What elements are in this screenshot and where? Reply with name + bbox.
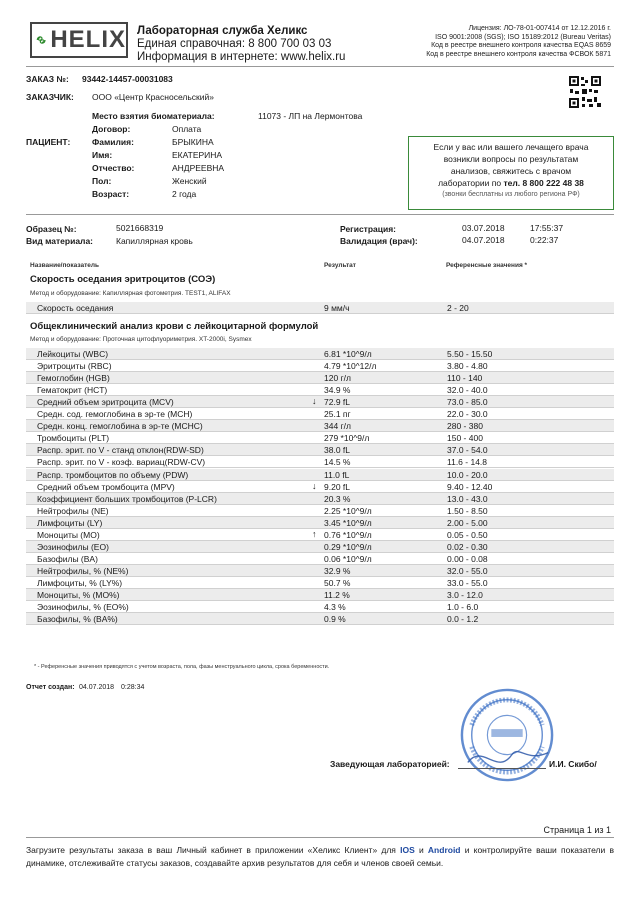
test-name: Гематокрит (HCT) xyxy=(37,385,108,396)
reference-footnote: * - Референсные значения приводятся с учетом возраста, пола, фазы менструального цикла, срока беременности. xyxy=(34,664,330,670)
test-value: 120 г/л xyxy=(324,373,351,384)
result-row xyxy=(26,493,614,505)
lab-web: Информация в интернете: www.helix.ru xyxy=(137,51,346,63)
test-name: Средн. конц. гемоглобина в эр-те (MCHC) xyxy=(37,421,203,432)
result-row xyxy=(26,589,614,601)
test-value: 50.7 % xyxy=(324,577,351,588)
lab-header xyxy=(137,25,345,64)
test-name: Средн. сод. гемоглобина в эр-те (MCH) xyxy=(37,409,193,420)
result-row xyxy=(26,396,614,408)
flag-arrow-icon: ↓ xyxy=(312,396,317,407)
result-row xyxy=(26,601,614,613)
android-link[interactable]: Android xyxy=(427,845,461,855)
report-created-time: 0:28:34 xyxy=(121,684,145,691)
test-value: 4.79 *10^12/л xyxy=(324,361,377,372)
license-line: Код в реестре внешнего контроля качества EQAS 8659 xyxy=(431,42,611,50)
col-result-header: Результат xyxy=(324,262,356,269)
logo-text: HELIX xyxy=(50,26,126,53)
test-name: Базофилы (BA) xyxy=(37,553,98,564)
test-value: 6.81 *10^9/л xyxy=(324,349,372,359)
test-reference: 3.80 - 4.80 xyxy=(447,361,488,372)
field-label: Место взятия биоматериала: xyxy=(92,111,215,121)
report-created-label: Отчет создан: xyxy=(26,684,75,691)
material-label: Вид материала: xyxy=(26,236,94,246)
test-name: Эозинофилы, % (EO%) xyxy=(37,602,129,613)
info-line: возникли вопросы по результатам xyxy=(443,154,579,164)
test-reference: 9.40 - 12.40 xyxy=(447,481,493,492)
result-row xyxy=(26,577,614,589)
field-label: Пол: xyxy=(92,176,112,186)
cbc-method: Метод и оборудование: Проточная цитофлуориметрия. XT-2000i, Sysmex xyxy=(30,336,252,343)
test-value: 0.29 *10^9/л xyxy=(324,541,372,552)
test-value: 3.45 *10^9/л xyxy=(324,517,372,528)
test-name: Базофилы, % (BA%) xyxy=(37,614,118,625)
promo-text: и контролируйте ваши показатели в динамике, отслеживайте статусы заказов, создавайте архив результатов для себя и членов своей семьи. xyxy=(26,845,614,868)
info-line: анализов, свяжитесь с врачом xyxy=(450,166,572,176)
test-value: 344 г/л xyxy=(324,421,351,432)
test-name: Распр. эрит. по V - станд отклон(RDW-SD) xyxy=(37,445,204,456)
test-value: 2.25 *10^9/л xyxy=(324,505,372,516)
field-label: Фамилия: xyxy=(92,137,134,147)
field-label: Возраст: xyxy=(92,189,130,199)
field-label: Имя: xyxy=(92,150,113,160)
material-value: Капиллярная кровь xyxy=(116,236,193,246)
result-row xyxy=(26,302,614,314)
test-name: Средний объем эритроцита (MCV) xyxy=(37,397,174,408)
info-note: (звонки бесплатны из любого региона РФ) xyxy=(442,191,580,198)
registration-time: 17:55:37 xyxy=(530,223,564,233)
header-divider xyxy=(26,66,614,67)
esr-method: Метод и оборудование: Капиллярная фотометрия. TEST1, ALIFAX xyxy=(30,290,231,297)
test-value: 0.76 *10^9/л xyxy=(324,529,372,540)
test-reference: 11.6 - 14.8 xyxy=(447,457,488,468)
qr-code-icon xyxy=(568,75,602,109)
validation-time: 0:22:37 xyxy=(530,235,559,245)
test-reference: 5.50 - 15.50 xyxy=(447,349,493,359)
info-line: лаборатории по xyxy=(438,178,502,188)
validation-label: Валидация (врач): xyxy=(340,236,418,246)
lab-title: Лабораторная служба Хеликс xyxy=(137,25,308,37)
result-row xyxy=(26,420,614,432)
test-reference: 73.0 - 85.0 xyxy=(447,397,488,408)
test-name: Нейтрофилы, % (NE%) xyxy=(37,565,129,576)
test-name: Эозинофилы (EO) xyxy=(37,541,109,552)
test-value: 0.06 *10^9/л xyxy=(324,553,372,564)
result-row xyxy=(26,541,614,553)
col-name-header: Название/показатель xyxy=(30,262,100,269)
result-row xyxy=(26,372,614,384)
test-name: Лейкоциты (WBC) xyxy=(37,349,109,359)
result-row xyxy=(26,456,614,468)
helix-logo xyxy=(30,22,128,58)
field-value: АНДРЕЕВНА xyxy=(172,163,225,173)
report-created-date: 04.07.2018 xyxy=(79,684,115,691)
test-name: Моноциты (MO) xyxy=(37,529,100,540)
test-name: Распр. тромбоцитов по объему (PDW) xyxy=(37,469,189,480)
flag-arrow-icon: ↓ xyxy=(312,480,317,491)
field-value: БРЫКИНА xyxy=(172,137,214,147)
test-value: 11.0 fL xyxy=(324,469,350,480)
result-row xyxy=(26,553,614,565)
customer-label: ЗАКАЗЧИК: xyxy=(26,92,74,102)
test-name: Распр. эрит. по V - коэф. вариац(RDW-CV) xyxy=(37,457,206,468)
sample-number: 5021668319 xyxy=(116,223,164,233)
test-reference: 1.50 - 8.50 xyxy=(447,505,488,516)
field-label: Договор: xyxy=(92,124,131,134)
field-value: Оплата xyxy=(172,124,202,134)
col-ref-header: Референсные значения * xyxy=(446,262,528,269)
result-row xyxy=(26,444,614,456)
result-row xyxy=(26,432,614,444)
signature-line xyxy=(458,768,546,769)
test-name: Моноциты, % (MO%) xyxy=(37,590,120,600)
order-number: 93442-14457-00031083 xyxy=(82,74,173,84)
test-reference: 110 - 140 xyxy=(447,373,483,384)
test-name: Тромбоциты (PLT) xyxy=(37,433,110,444)
info-line: Если у вас или вашего лечащего врача xyxy=(433,142,589,152)
result-row xyxy=(26,348,614,360)
result-row xyxy=(26,529,614,541)
test-name: Эритроциты (RBC) xyxy=(37,361,112,372)
test-value: 4.3 % xyxy=(324,602,346,613)
customer-name: ООО «Центр Красносельский» xyxy=(92,92,214,102)
result-row xyxy=(26,613,614,625)
result-row xyxy=(26,360,614,372)
contact-info-box xyxy=(408,136,614,210)
sample-label: Образец №: xyxy=(26,224,77,234)
page-number: Страница 1 из 1 xyxy=(543,825,611,835)
test-name: Лимфоциты (LY) xyxy=(37,517,103,528)
footer-divider xyxy=(26,837,614,838)
result-row xyxy=(26,481,614,493)
result-row xyxy=(26,469,614,481)
test-value: 38.0 fL xyxy=(324,445,350,456)
test-value: 72.9 fL xyxy=(324,397,350,408)
test-reference: 22.0 - 30.0 xyxy=(447,409,488,420)
field-value: 11073 - ЛП на Лермонтова xyxy=(258,111,363,121)
doctor-phone: тел. 8 800 222 48 38 xyxy=(503,178,584,188)
lab-stamp-icon xyxy=(458,686,556,784)
validation-date: 04.07.2018 xyxy=(462,235,505,245)
test-value: 32.9 % xyxy=(324,565,351,576)
test-value: 25.1 пг xyxy=(324,409,351,420)
test-reference: 150 - 400 xyxy=(447,433,483,444)
lab-phone: Единая справочная: 8 800 700 03 03 xyxy=(137,38,332,50)
test-reference: 32.0 - 55.0 xyxy=(447,565,488,576)
result-row xyxy=(26,565,614,577)
test-name: Гемоглобин (HGB) xyxy=(37,373,110,384)
result-row xyxy=(26,517,614,529)
license-line: Лицензия: ЛО-78-01-007414 от 12.12.2016 г. xyxy=(468,25,611,32)
test-value: 9 мм/ч xyxy=(324,303,350,313)
field-value: Женский xyxy=(172,176,207,186)
test-reference: 13.0 - 43.0 xyxy=(447,493,488,504)
registration-label: Регистрация: xyxy=(340,224,397,234)
promo-and: и xyxy=(418,845,424,855)
test-reference: 2 - 20 xyxy=(447,303,469,313)
test-reference: 37.0 - 54.0 xyxy=(447,445,488,456)
license-line: ISO 9001:2008 (SGS); ISO 15189:2012 (Bureau Veritas) xyxy=(435,33,611,41)
test-reference: 1.0 - 6.0 xyxy=(447,602,479,613)
order-number-label: ЗАКАЗ №: xyxy=(26,74,69,84)
test-value: 9.20 fL xyxy=(324,481,350,492)
result-row xyxy=(26,505,614,517)
test-name: Скорость оседания xyxy=(37,303,114,313)
test-value: 279 *10^9/л xyxy=(324,433,370,444)
result-row xyxy=(26,384,614,396)
test-name: Лимфоциты, % (LY%) xyxy=(37,577,123,588)
esr-section-title: Скорость оседания эритроцитов (СОЭ) xyxy=(30,274,216,285)
flag-arrow-icon: ↑ xyxy=(312,528,317,539)
result-row xyxy=(26,408,614,420)
logo-icon xyxy=(36,28,46,52)
ios-link[interactable]: IOS xyxy=(400,845,415,855)
promo-text: Загрузите результаты заказа в ваш Личный кабинет в приложении «Хеликс Клиент» для xyxy=(26,845,396,855)
test-reference: 3.0 - 12.0 xyxy=(447,590,483,600)
signature-label: Заведующая лабораторией: xyxy=(330,759,450,769)
app-promo-text xyxy=(26,844,614,869)
field-label: Отчество: xyxy=(92,163,135,173)
test-value: 11.2 % xyxy=(324,590,350,600)
test-value: 20.3 % xyxy=(324,493,351,504)
test-value: 0.9 % xyxy=(324,614,346,625)
test-name: Коэффициент больших тромбоцитов (P-LCR) xyxy=(37,493,217,504)
test-reference: 0.02 - 0.30 xyxy=(447,541,488,552)
cbc-section-title: Общеклинический анализ крови с лейкоцитарной формулой xyxy=(30,321,319,332)
test-name: Средний объем тромбоцита (MPV) xyxy=(37,481,175,492)
test-reference: 0.00 - 0.08 xyxy=(447,553,488,564)
registration-date: 03.07.2018 xyxy=(462,223,505,233)
test-reference: 0.0 - 1.2 xyxy=(447,614,479,625)
test-reference: 32.0 - 40.0 xyxy=(447,385,488,396)
test-reference: 2.00 - 5.00 xyxy=(447,517,488,528)
patient-divider xyxy=(26,214,614,215)
field-value: 2 года xyxy=(172,189,197,199)
license-line: Код в реестре внешнего контроля качества ФСВОК 5871 xyxy=(426,50,611,58)
test-value: 14.5 % xyxy=(324,457,351,468)
patient-label: ПАЦИЕНТ: xyxy=(26,137,71,147)
signature-name: И.И. Скибо/ xyxy=(549,759,597,769)
licenses xyxy=(426,25,611,59)
field-value: ЕКАТЕРИНА xyxy=(172,150,223,160)
test-reference: 280 - 380 xyxy=(447,421,483,432)
test-reference: 33.0 - 55.0 xyxy=(447,577,488,588)
test-reference: 0.05 - 0.50 xyxy=(447,529,488,540)
test-reference: 10.0 - 20.0 xyxy=(447,469,488,480)
test-value: 34.9 % xyxy=(324,385,351,396)
test-name: Нейтрофилы (NE) xyxy=(37,505,109,516)
